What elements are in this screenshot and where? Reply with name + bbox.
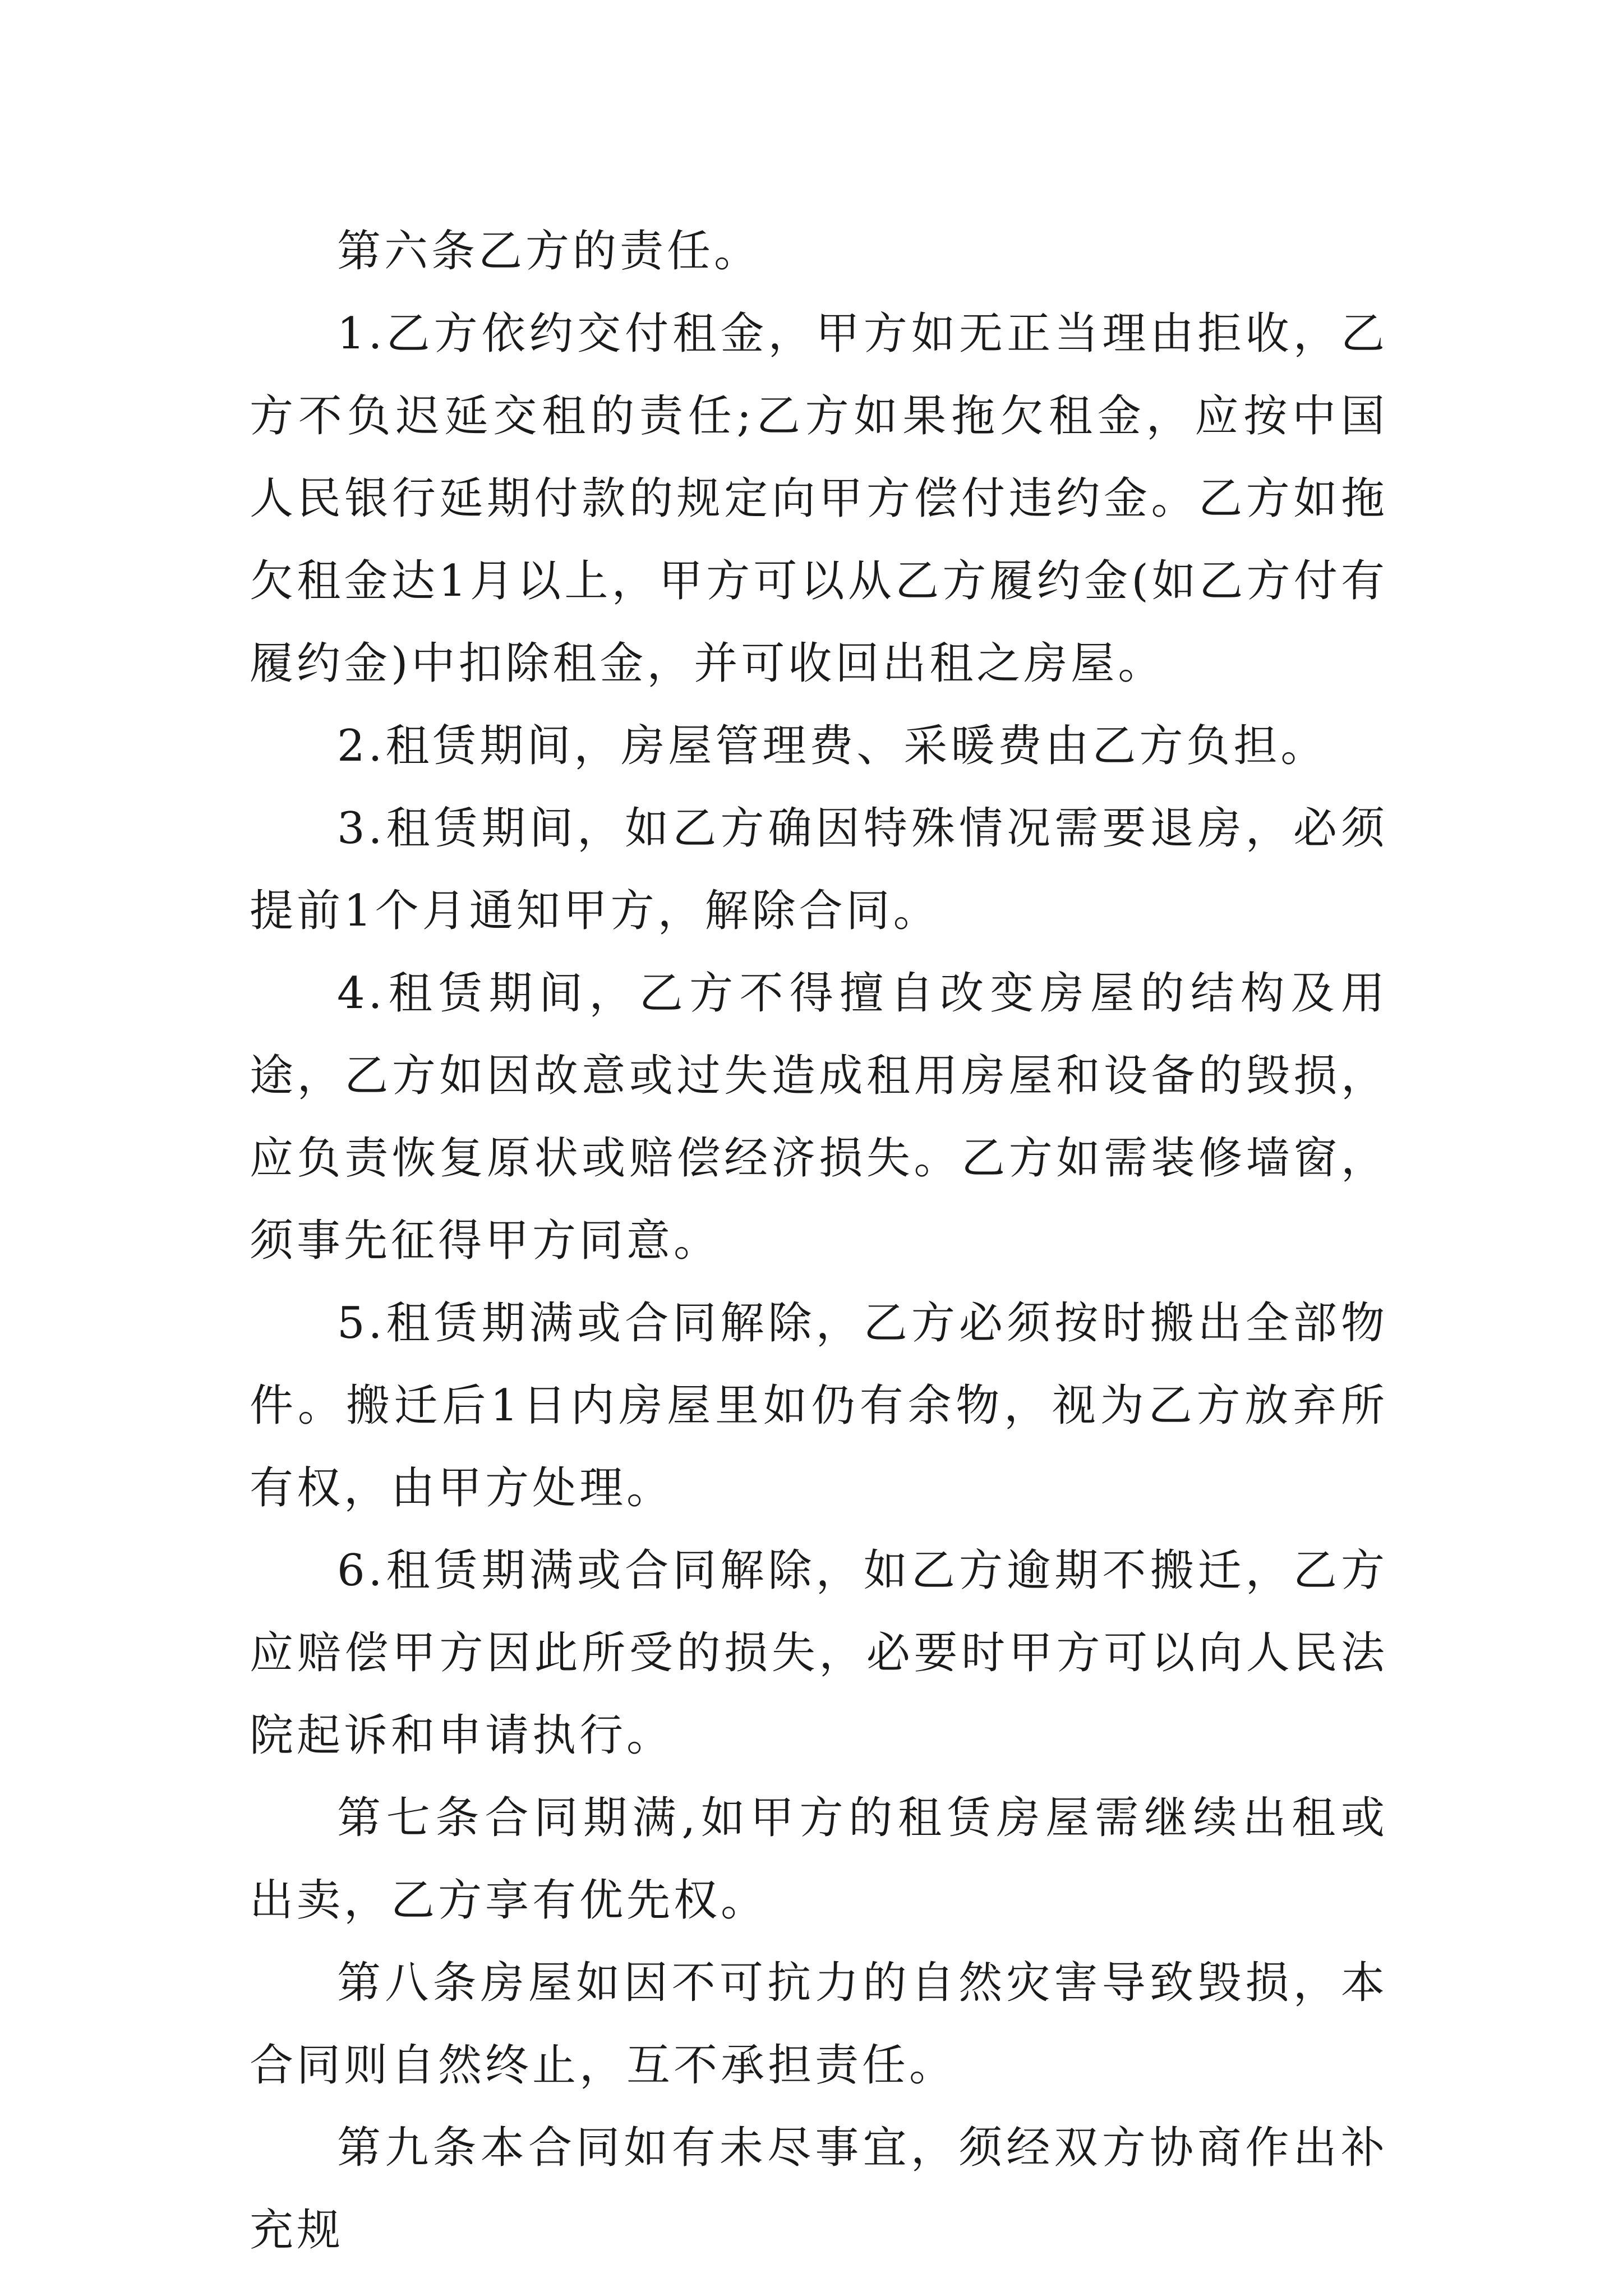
- article-8: 第八条房屋如因不可抗力的自然灾害导致毁损，本合同则自然终止，互不承担责任。: [250, 1958, 1388, 2091]
- clause-6-3: 3.租赁期间，如乙方确因特殊情况需要退房，必须提前1个月通知甲方，解除合同。: [250, 803, 1388, 936]
- article-6-heading: 第六条乙方的责任。: [337, 226, 762, 277]
- clause-6-5: 5.租赁期满或合同解除，乙方必须按时搬出全部物件。搬迁后1日内房屋里如仍有余物，视为乙方放弃所有权，由甲方处理。: [250, 1298, 1388, 1513]
- clause-6-4: 4.租赁期间，乙方不得擅自改变房屋的结构及用途，乙方如因故意或过失造成租用房屋和设备的毁损，应负责恢复原状或赔偿经济损失。乙方如需装修墙窗，须事先征得甲方同意。: [250, 968, 1388, 1266]
- article-9: 第九条本合同如有未尽事宜，须经双方协商作出补充规: [250, 2123, 1388, 2256]
- clause-6-2: 2.租赁期间，房屋管理费、采暖费由乙方负担。: [337, 721, 1328, 771]
- clause-6-1: 1.乙方依约交付租金，甲方如无正当理由拒收，乙方不负迟延交租的责任;乙方如果拖欠租金，应按中国人民银行延期付款的规定向甲方偿付违约金。乙方如拖欠租金达1月以上，甲方可以从乙方履约金(如乙方付有履约金)中扣除租金，并可收回出租之房屋。: [250, 309, 1388, 689]
- clause-6-6: 6.租赁期满或合同解除，如乙方逾期不搬迁，乙方应赔偿甲方因此所受的损失，必要时甲方可以向人民法院起诉和申请执行。: [250, 1545, 1388, 1761]
- document-page: [250, 210, 1388, 2272]
- article-7: 第七条合同期满,如甲方的租赁房屋需继续出租或出卖，乙方享有优先权。: [250, 1793, 1388, 1926]
